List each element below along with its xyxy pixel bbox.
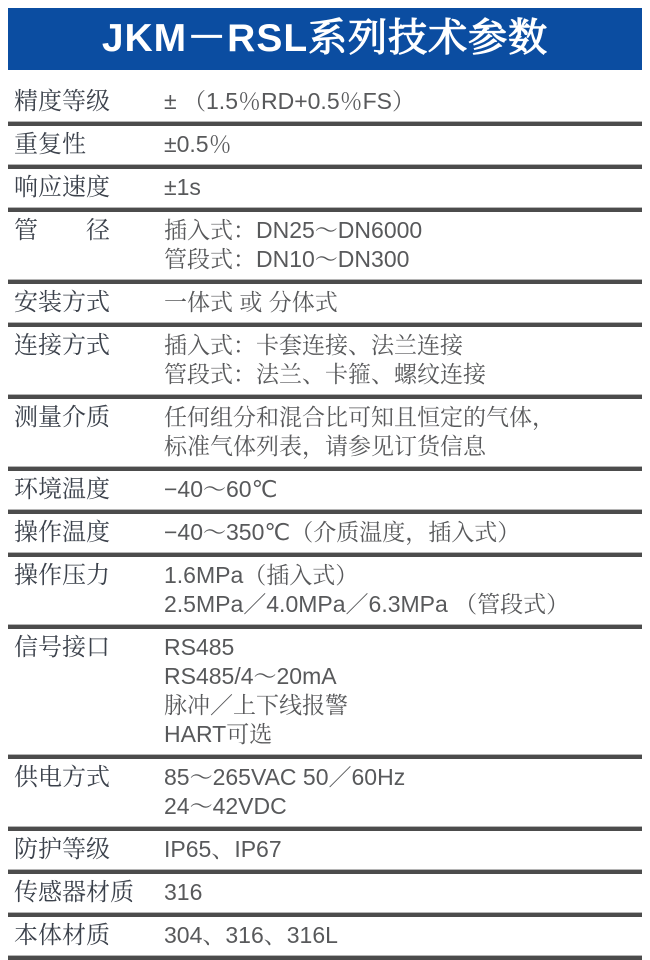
row-value-line: 85～265VAC 50／60Hz [164,764,406,790]
table-row [8,874,642,912]
row-label: 精度等级 [14,88,110,115]
row-label: 本体材质 [14,922,110,949]
row-label: 信号接口 [14,634,110,661]
row-value [164,633,642,749]
table-row [8,557,642,624]
row-value [164,518,642,547]
table-row [8,471,642,509]
row-value-line: −40～350℃（介质温度，插入式） [164,519,521,545]
row-value [164,288,642,317]
row-label: 供电方式 [14,764,110,791]
row-value [164,173,642,202]
row-value [164,835,642,864]
row-label: 响应速度 [14,174,110,201]
row-value [164,763,642,821]
row-value [164,130,642,159]
row-value-line: −40～60℃ [164,476,278,502]
row-label: 操作温度 [14,519,110,546]
row-value-line: 2.5MPa／4.0MPa／6.3MPa （管段式） [164,591,570,617]
row-value-line: 插入式：卡套连接、法兰连接 [164,332,463,358]
table-row [8,169,642,207]
row-label: 测量介质 [14,404,110,431]
row-value-line: 管段式：法兰、卡箍、螺纹连接 [164,361,486,387]
table-row [8,629,642,754]
row-label: 安装方式 [14,289,110,316]
row-label: 传感器材质 [14,879,134,906]
row-value-line: RS485/4～20mA [164,663,337,689]
table-row [8,327,642,394]
table-row [8,917,642,955]
row-label: 防护等级 [14,836,110,863]
row-value-line: 标准气体列表，请参见订货信息 [164,433,486,459]
row-value-line: 脉冲／上下线报警 [164,692,348,718]
table-row [8,514,642,552]
row-value-line: IP65、IP67 [164,836,282,862]
row-value [164,475,642,504]
table-row [8,83,642,121]
row-value-line: 插入式：DN25～DN6000 [164,217,423,243]
row-separator [8,955,642,960]
row-value [164,878,642,907]
table-row [8,212,642,279]
row-value-line: 316 [164,879,203,905]
table-row [8,126,642,164]
row-label: 管 径 [14,217,110,244]
row-label: 操作压力 [14,562,110,589]
table-row [8,284,642,322]
row-value-line: 管段式：DN10～DN300 [164,246,410,272]
page-title: JKM－RSL系列技术参数 [8,8,642,70]
row-value-line: ±0.5％ [164,131,232,157]
row-value-line: RS485 [164,634,235,660]
table-row [8,759,642,826]
row-value [164,921,642,950]
row-value [164,87,642,116]
row-value [164,403,642,461]
row-value [164,561,642,619]
table-row [8,399,642,466]
row-label: 环境温度 [14,476,110,503]
row-label: 重复性 [14,131,86,158]
row-value [164,216,642,274]
spec-table [8,83,642,960]
table-row [8,831,642,869]
row-value-line: HART可选 [164,721,273,747]
row-label: 连接方式 [14,332,110,359]
row-value-line: 24～42VDC [164,793,287,819]
row-value-line: 一体式 或 分体式 [164,289,338,315]
row-value-line: 1.6MPa（插入式） [164,562,359,588]
row-value-line: 任何组分和混合比可知且恒定的气体， [164,404,555,430]
row-value [164,331,642,389]
row-value-line: 304、316、316L [164,922,338,948]
row-value-line: ± （1.5％RD+0.5％FS） [164,88,416,114]
row-value-line: ±1s [164,174,201,200]
